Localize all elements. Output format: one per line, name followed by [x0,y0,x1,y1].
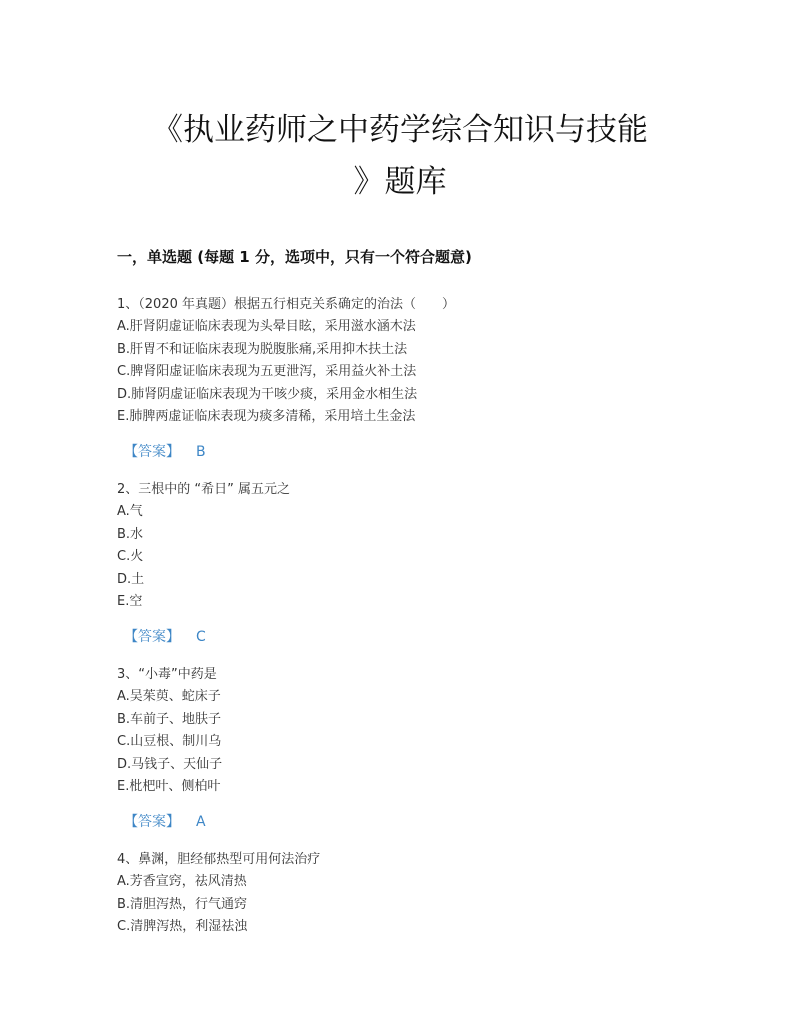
document-title-line-1: 《执业药师之中药学综合知识与技能 [152,112,648,148]
question-4-option-b: B.清胆泻热，行气通窍 [117,897,248,912]
question-1-stem: 1、（2020 年真题）根据五行相克关系确定的治法（ ） [117,297,455,312]
question-3-option-a: A.吴茱萸、蛇床子 [117,689,221,704]
answer-label: 【答案】 [124,629,180,645]
question-1-option-c: C.脾肾阳虚证临床表现为五更泄泻，采用益火补土法 [117,364,417,379]
question-3-option-e: E.枇杷叶、侧柏叶 [117,779,221,794]
question-2-stem: 2、三根中的 “希日” 属五元之 [117,482,291,497]
question-3-option-b: B.车前子、地肤子 [117,712,222,727]
question-3-stem: 3、“小毒”中药是 [117,667,217,682]
question-1-option-d: D.肺肾阴虚证临床表现为干咳少痰，采用金水相生法 [117,387,418,402]
question-4-stem: 4、鼻渊，胆经郁热型可用何法治疗 [117,852,321,867]
question-1-answer [124,443,206,461]
question-2-answer [124,628,206,646]
question-4-option-c: C.清脾泻热，利湿祛浊 [117,919,248,934]
question-3-answer [124,813,206,831]
question-1-option-b: B.肝胃不和证临床表现为脱腹胀痛,采用抑木扶土法 [117,342,408,357]
answer-value: B [196,444,206,460]
question-1-option-a: A.肝肾阴虚证临床表现为头晕目眩，采用滋水涵木法 [117,319,416,334]
question-3-option-c: C.山豆根、制川乌 [117,734,222,749]
answer-value: C [196,629,206,645]
question-2-option-d: D.土 [117,572,145,587]
answer-label: 【答案】 [124,444,180,460]
section-heading: 一，单选题 (每题 1 分，选项中，只有一个符合题意) [117,248,472,266]
question-1-option-e: E.肺脾两虚证临床表现为痰多清稀，采用培土生金法 [117,409,416,424]
question-2-option-a: A.气 [117,504,143,519]
answer-label: 【答案】 [124,814,180,830]
answer-value: A [196,814,206,830]
question-2-option-e: E.空 [117,594,143,609]
question-2-option-c: C.火 [117,549,144,564]
document-title-line-2: 》题库 [353,164,447,200]
question-4-option-a: A.芳香宣窍，祛风清热 [117,874,247,889]
question-3-option-d: D.马钱子、天仙子 [117,757,223,772]
question-2-option-b: B.水 [117,527,144,542]
